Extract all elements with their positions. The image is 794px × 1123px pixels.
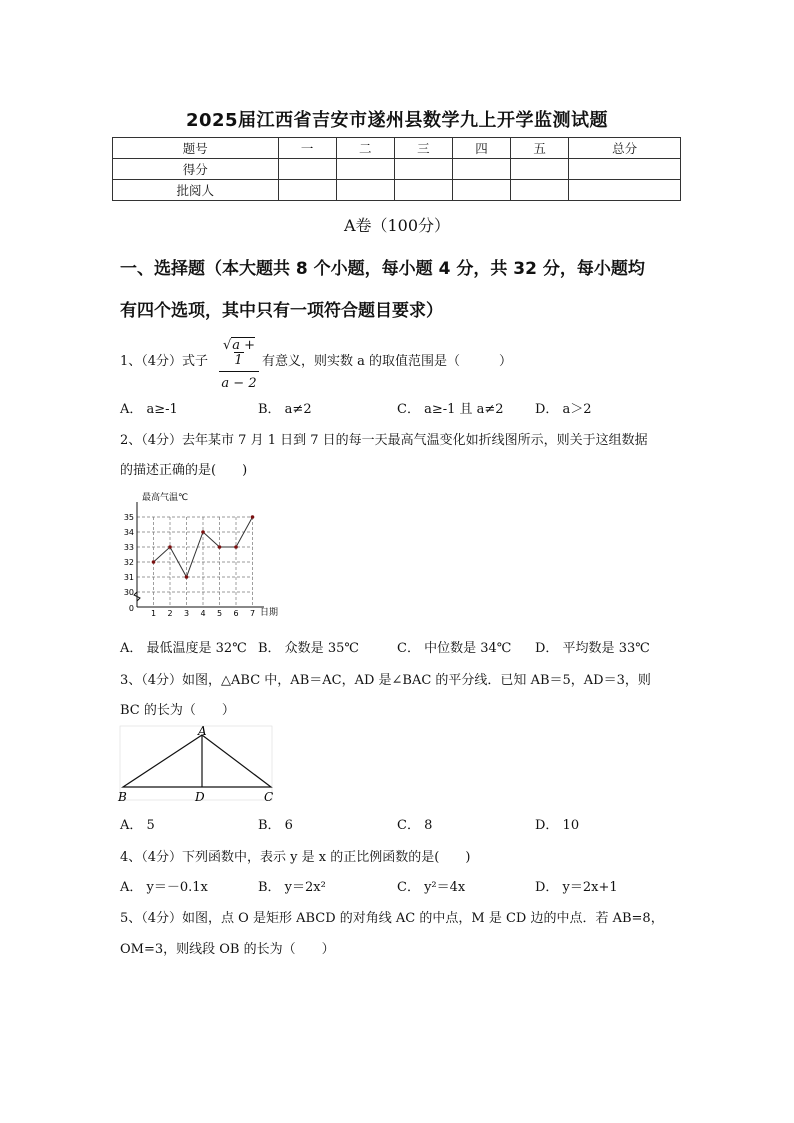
origin-label: 0 bbox=[128, 604, 134, 613]
table-header-cell: 二 bbox=[336, 138, 394, 159]
y-tick-label: 31 bbox=[123, 573, 134, 582]
q1-numerator-text: a + 1 bbox=[232, 338, 256, 368]
y-tick-label: 35 bbox=[123, 513, 134, 522]
y-tick-label: 34 bbox=[123, 528, 134, 537]
data-point bbox=[234, 545, 238, 549]
x-tick-label: 5 bbox=[216, 609, 223, 618]
volume-heading: A卷（100分） bbox=[343, 216, 451, 235]
chart-title: 最高气温℃ bbox=[142, 493, 189, 503]
score-cell[interactable] bbox=[278, 159, 336, 180]
q2-line2: 的描述正确的是( ) bbox=[120, 463, 248, 478]
y-tick-label: 32 bbox=[123, 558, 134, 567]
q2-option-c[interactable]: C． 中位数是 34℃ bbox=[397, 641, 512, 656]
temperature-line-chart bbox=[118, 488, 284, 620]
y-tick-label: 33 bbox=[123, 543, 134, 552]
q2-option-d[interactable]: D． 平均数是 33℃ bbox=[535, 641, 650, 656]
table-header-cell: 三 bbox=[394, 138, 452, 159]
label-c: C bbox=[264, 790, 274, 804]
q4-option-c[interactable]: C． y²＝4x bbox=[397, 880, 466, 895]
triangle-figure bbox=[115, 724, 277, 806]
data-point bbox=[251, 515, 255, 519]
score-cell[interactable] bbox=[569, 159, 681, 180]
q1-denominator: a − 2 bbox=[221, 376, 257, 391]
q5-line1: 5、（4分）如图，点 O 是矩形 ABCD 的对角线 AC 的中点，M 是 CD 边的中点．若 AB=8， bbox=[120, 911, 664, 926]
x-tick-label: 3 bbox=[183, 609, 190, 618]
q2-option-a[interactable]: A． 最低温度是 32℃ bbox=[120, 641, 247, 656]
q1-prefix: 1、（4分）式子 bbox=[120, 354, 209, 369]
table-header-cell: 五 bbox=[511, 138, 569, 159]
q2-line1: 2、（4分）去年某市 7 月 1 日到 7 日的每一天最高气温变化如折线图所示，则关于这组数据 bbox=[120, 433, 648, 448]
table-row bbox=[113, 138, 681, 159]
data-point bbox=[201, 530, 205, 534]
x-tick-label: 1 bbox=[150, 609, 157, 618]
y-tick-labels bbox=[124, 513, 134, 597]
q2-option-b[interactable]: B． 众数是 35℃ bbox=[258, 641, 359, 656]
q4-option-d[interactable]: D． y＝2x+1 bbox=[535, 880, 618, 895]
score-cell[interactable] bbox=[569, 180, 681, 201]
q4-line1: 4、（4分）下列函数中，表示 y 是 x 的正比例函数的是( ) bbox=[120, 850, 471, 865]
q3-option-c[interactable]: C． 8 bbox=[397, 818, 433, 833]
q5-line2: OM=3，则线段 OB 的长为（ ） bbox=[120, 942, 335, 957]
q1-option-a[interactable]: A． a≥-1 bbox=[120, 402, 178, 417]
score-cell[interactable] bbox=[452, 180, 510, 201]
label-a: A bbox=[198, 724, 207, 738]
figure-frame bbox=[120, 726, 272, 800]
q1-fraction bbox=[219, 338, 259, 391]
data-point bbox=[152, 560, 156, 564]
page-title: 2025届江西省吉安市遂州县数学九上开学监测试题 bbox=[185, 110, 609, 131]
score-cell[interactable] bbox=[336, 159, 394, 180]
table-header-cell: 一 bbox=[278, 138, 336, 159]
score-cell[interactable] bbox=[394, 159, 452, 180]
score-cell[interactable] bbox=[336, 180, 394, 201]
x-tick-label: 4 bbox=[200, 609, 206, 618]
x-tick-label: 7 bbox=[249, 609, 256, 618]
sqrt-icon: √ bbox=[222, 338, 232, 353]
q4-option-b[interactable]: B． y＝2x² bbox=[258, 880, 326, 895]
score-cell[interactable] bbox=[511, 180, 569, 201]
x-axis-label: 日期 bbox=[260, 608, 279, 618]
score-cell[interactable] bbox=[511, 159, 569, 180]
row-label: 批阅人 bbox=[113, 180, 279, 201]
q3-line1: 3、（4分）如图，△ABC 中，AB＝AC，AD 是∠BAC 的平分线．已知 AB＝5，AD＝3，则 bbox=[120, 673, 651, 688]
q1-numerator bbox=[219, 338, 259, 372]
data-point bbox=[185, 575, 189, 579]
x-tick-labels bbox=[151, 609, 255, 618]
q1-suffix: 有意义，则实数 a 的取值范围是（ ） bbox=[262, 354, 513, 369]
table-header-cell: 四 bbox=[452, 138, 510, 159]
y-tick-label: 30 bbox=[123, 588, 134, 597]
score-table bbox=[112, 137, 681, 201]
x-tick-label: 6 bbox=[233, 609, 239, 618]
x-tick-label: 2 bbox=[167, 609, 173, 618]
section-heading-line1: 一、选择题（本大题共 8 个小题，每小题 4 分，共 32 分，每小题均 bbox=[120, 259, 645, 279]
q1-option-d[interactable]: D． a＞2 bbox=[535, 402, 592, 417]
score-cell[interactable] bbox=[452, 159, 510, 180]
table-header-cell: 题号 bbox=[113, 138, 279, 159]
q3-option-a[interactable]: A． 5 bbox=[120, 818, 155, 833]
label-b: B bbox=[118, 790, 127, 804]
score-cell[interactable] bbox=[278, 180, 336, 201]
table-row bbox=[113, 180, 681, 201]
q3-line2: BC 的长为（ ） bbox=[120, 703, 235, 718]
data-point bbox=[168, 545, 172, 549]
table-header-cell: 总分 bbox=[569, 138, 681, 159]
row-label: 得分 bbox=[113, 159, 279, 180]
q1-option-b[interactable]: B． a≠2 bbox=[258, 402, 312, 417]
q1-option-c[interactable]: C． a≥-1 且 a≠2 bbox=[397, 402, 504, 417]
data-point bbox=[218, 545, 222, 549]
section-heading-line2: 有四个选项，其中只有一项符合题目要求） bbox=[120, 301, 443, 321]
triangle-abc bbox=[123, 735, 271, 787]
table-row bbox=[113, 159, 681, 180]
q3-option-d[interactable]: D． 10 bbox=[535, 818, 580, 833]
label-d: D bbox=[195, 790, 205, 804]
q4-option-a[interactable]: A． y＝－0.1x bbox=[120, 880, 208, 895]
score-cell[interactable] bbox=[394, 180, 452, 201]
q3-option-b[interactable]: B． 6 bbox=[258, 818, 293, 833]
